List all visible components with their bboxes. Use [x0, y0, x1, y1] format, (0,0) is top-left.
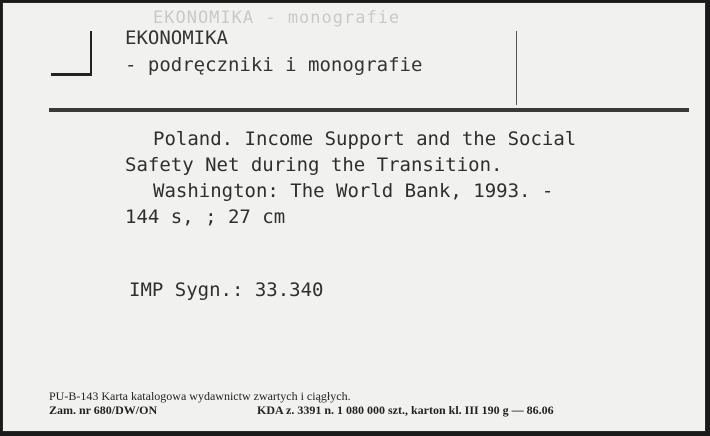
header-horizontal-divider [49, 108, 689, 112]
corner-bracket-vertical [90, 31, 92, 75]
catalog-card [2, 2, 706, 432]
entry-line-4: 144 s, ; 27 cm [125, 206, 286, 228]
corner-bracket-horizontal [51, 73, 92, 76]
header-vertical-divider [516, 31, 517, 105]
footer-line-2 [49, 403, 554, 418]
faint-stamp-text: EKONOMIKA - monografie [153, 8, 401, 28]
footer-order-number: Zam. nr 680/DW/ON [49, 403, 158, 417]
subject-heading: EKONOMIKA [125, 27, 228, 49]
subject-subheading: - podręczniki i monografie [125, 54, 423, 76]
entry-line-1: Poland. Income Support and the Social [153, 128, 577, 150]
footer-line-1: PU-B-143 Karta katalogowa wydawnictw zwartych i ciągłych. [49, 389, 351, 403]
footer-print-info: KDA z. 3391 n. 1 080 000 szt., karton kl. III 190 g — 86.06 [257, 403, 554, 417]
entry-line-3: Washington: The World Bank, 1993. - [153, 180, 554, 202]
call-number: IMP Sygn.: 33.340 [129, 279, 324, 301]
entry-line-2: Safety Net during the Transition. [125, 154, 503, 176]
